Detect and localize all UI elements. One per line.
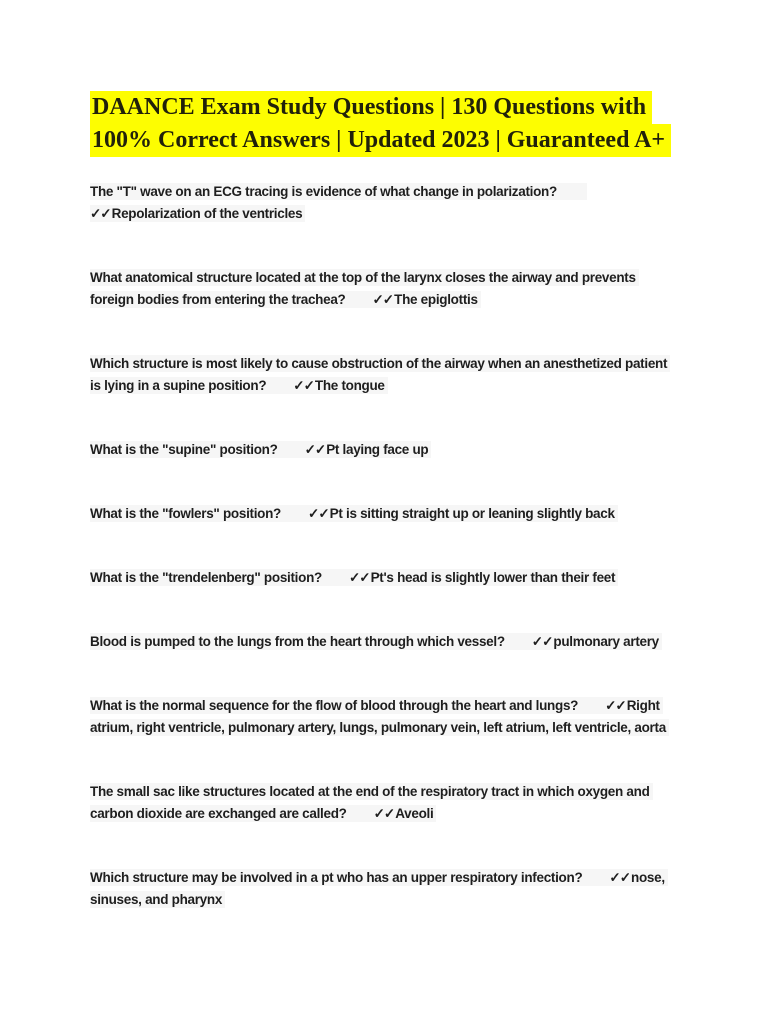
question-text: Which structure is most likely to cause obstruction of the airway when an anesthetized patient is lying in a supine position? bbox=[90, 356, 668, 393]
question-text: What is the "supine" position? bbox=[90, 442, 278, 457]
answer-text: Pt laying face up bbox=[326, 442, 429, 457]
qa-item bbox=[90, 695, 680, 739]
question-text: The small sac like structures located at the end of the respiratory tract in which oxygen and carbon dioxide are exchanged are called? bbox=[90, 784, 650, 821]
answer-text: Right atrium, right ventricle, pulmonary artery, lungs, pulmonary vein, left atrium, left ventricle, aorta bbox=[90, 698, 666, 735]
double-checkmark: ✓✓ bbox=[90, 206, 111, 221]
double-checkmark: ✓✓ bbox=[609, 870, 631, 885]
double-checkmark: ✓✓ bbox=[293, 378, 314, 393]
question-text: What is the normal sequence for the flow of blood through the heart and lungs? bbox=[90, 698, 579, 713]
qa-text-strip bbox=[90, 569, 618, 586]
qa-item bbox=[90, 867, 680, 911]
qa-item bbox=[90, 439, 680, 461]
answer-text: nose, sinuses, and pharynx bbox=[90, 870, 665, 907]
double-checkmark: ✓✓ bbox=[348, 570, 370, 585]
answer-text: Pt's head is slightly lower than their feet bbox=[370, 570, 616, 585]
title-line bbox=[90, 124, 680, 157]
answer-text: Repolarization of the ventricles bbox=[111, 206, 303, 221]
double-checkmark: ✓✓ bbox=[605, 698, 626, 713]
qa-text-strip bbox=[90, 441, 431, 458]
title-highlight: DAANCE Exam Study Questions | 130 Questions with bbox=[90, 91, 652, 124]
qa-text-strip bbox=[90, 355, 670, 394]
qa-item bbox=[90, 567, 680, 589]
qa-item bbox=[90, 267, 680, 311]
qa-item bbox=[90, 181, 680, 225]
question-text: Blood is pumped to the lungs from the heart through which vessel? bbox=[90, 634, 505, 649]
qa-item bbox=[90, 781, 680, 825]
qa-item bbox=[90, 503, 680, 525]
answer-text: The tongue bbox=[314, 378, 385, 393]
double-checkmark: ✓✓ bbox=[308, 506, 329, 521]
double-checkmark: ✓✓ bbox=[531, 634, 553, 649]
double-checkmark: ✓✓ bbox=[373, 806, 395, 821]
answer-text: Aveoli bbox=[395, 806, 434, 821]
qa-text-strip bbox=[90, 505, 618, 522]
answer-text: pulmonary artery bbox=[553, 634, 659, 649]
double-checkmark: ✓✓ bbox=[304, 442, 326, 457]
qa-text-strip bbox=[90, 697, 669, 736]
qa-text-strip bbox=[90, 183, 587, 222]
qa-item bbox=[90, 353, 680, 397]
document-title bbox=[90, 91, 680, 157]
question-text: Which structure may be involved in a pt who has an upper respiratory infection? bbox=[90, 870, 583, 885]
question-text: The "T" wave on an ECG tracing is evidence of what change in polarization? bbox=[90, 184, 557, 199]
qa-item bbox=[90, 631, 680, 653]
qa-text-strip bbox=[90, 269, 639, 308]
qa-text-strip bbox=[90, 633, 662, 650]
title-line bbox=[90, 91, 680, 124]
double-checkmark: ✓✓ bbox=[372, 292, 394, 307]
question-text: What is the "trendelenberg" position? bbox=[90, 570, 322, 585]
answer-text: Pt is sitting straight up or leaning slightly back bbox=[329, 506, 615, 521]
question-text: What is the "fowlers" position? bbox=[90, 506, 282, 521]
question-text: What anatomical structure located at the top of the larynx closes the airway and prevents foreign bodies from entering the trachea? bbox=[90, 270, 636, 307]
qa-text-strip bbox=[90, 869, 668, 908]
title-highlight: 100% Correct Answers | Updated 2023 | Guaranteed A+ bbox=[90, 124, 671, 157]
qa-text-strip bbox=[90, 783, 653, 822]
answer-text: The epiglottis bbox=[394, 292, 478, 307]
